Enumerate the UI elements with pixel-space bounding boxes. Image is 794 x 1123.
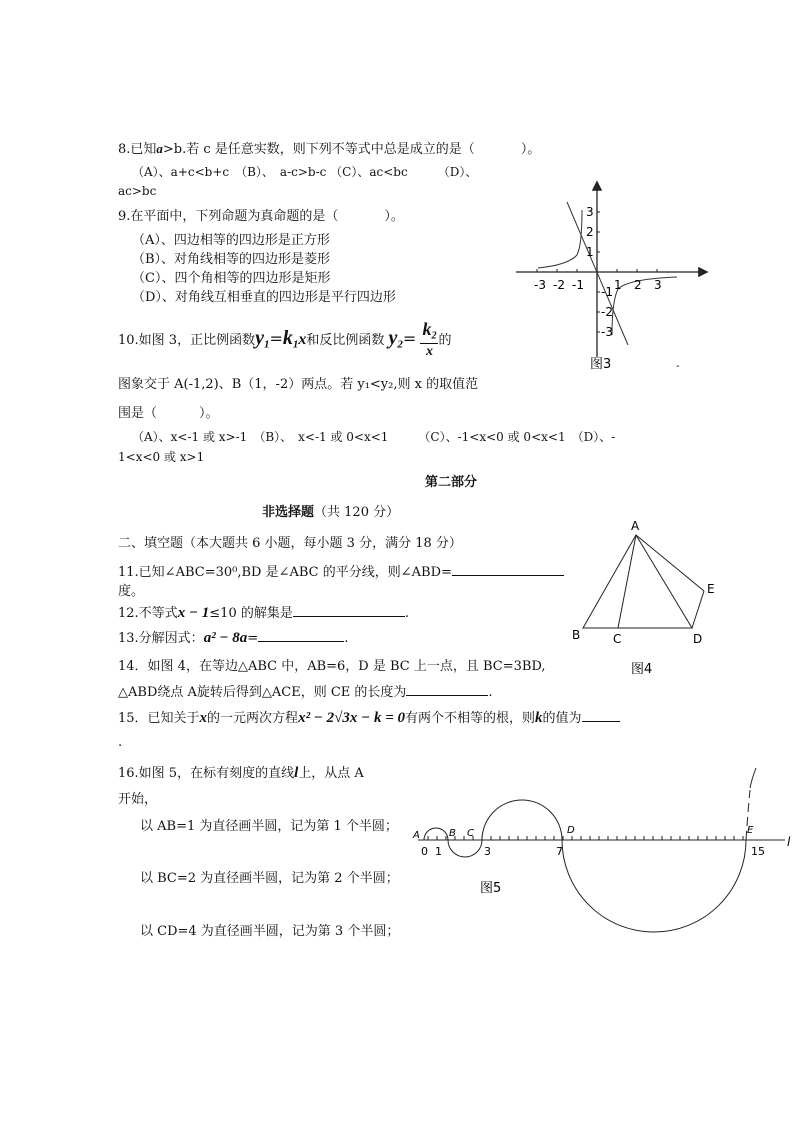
q16-line2: 开始， <box>118 792 158 807</box>
q16-item-2: 以 BC=2 为直径画半圆，记为第 2 个半圆； <box>140 871 399 886</box>
figure-3-caption: 图3 <box>590 357 612 372</box>
q15: 15．已知关于x的一元两次方程x² − 2√3x − k = 0有两个不相等的根，则k的值为 <box>118 707 620 727</box>
q9-option-d: （D）、对角线互相垂直的四边形是平行四边形 <box>132 290 396 305</box>
y-tick-1: 1 <box>586 245 594 259</box>
y-tick-2: 2 <box>586 225 594 239</box>
q10-line3: 围是（ ）。 <box>118 406 219 421</box>
segment-ae <box>636 535 704 591</box>
segment-ed <box>692 591 704 628</box>
point-d-label: D <box>693 632 703 646</box>
k2-over-x-fraction: $\frac{k_2}{x}$ <box>422 318 437 360</box>
q13-answer-blank[interactable] <box>258 629 344 642</box>
point-e-label: E <box>747 825 754 836</box>
point-b-label: B <box>572 628 581 642</box>
q9-stem: 9.在平面中，下列命题为真命题的是（ ）。 <box>118 209 404 224</box>
x-tick-neg3: -3 <box>534 278 546 292</box>
q12-answer-blank[interactable] <box>293 604 405 617</box>
q11-line2: 度。 <box>118 584 145 599</box>
q14-line2: △ABD绕点 A旋转后得到△ACE，则 CE 的长度为 . <box>118 685 493 700</box>
figure-4-triangle <box>565 515 725 680</box>
point-a-label: A <box>631 519 640 533</box>
tick-0: 0 <box>421 845 428 858</box>
x-tick-2: 2 <box>634 278 642 292</box>
point-e-label: E <box>707 582 715 596</box>
hyperbola-branch-left <box>538 210 582 268</box>
point-d-label: D <box>567 825 575 836</box>
tick-15: 15 <box>751 845 765 858</box>
q13: 13.分解因式：a² − 8a= . <box>118 630 349 646</box>
q15-cont: . <box>118 735 123 750</box>
q14-line1: 14．如图 4，在等边△ABC 中，AB=6，D 是 BC 上一点，且 BC=3BD, <box>118 659 546 674</box>
tick-1: 1 <box>435 845 442 858</box>
semicircle-2 <box>448 840 482 857</box>
q10-options-cont: 1<x<0 或 x>1 <box>118 450 205 464</box>
q16-line1: 16.如图 5，在标有刻度的直线l上，从点 A <box>118 765 364 781</box>
tick-7: 7 <box>556 845 563 858</box>
q14-answer-blank[interactable] <box>406 683 488 696</box>
figure-4-caption: 图4 <box>631 662 653 677</box>
q10-line2: 图象交于 A(-1,2)、B（1，-2）两点。若 y₁<y₂,则 x 的取值范 <box>118 377 479 392</box>
point-b-label: B <box>449 828 456 839</box>
q8-options: （A）、a+c<b+c （B）、 a-c>b-c （C）、ac<bc （D）、 <box>132 165 478 179</box>
y-tick-neg2: -2 <box>601 305 613 319</box>
q15-answer-blank[interactable] <box>582 709 620 722</box>
semicircle-5-tail <box>750 768 756 788</box>
point-c-label: C <box>467 828 474 839</box>
q9-option-c: （C）、四个角相等的四边形是矩形 <box>132 271 331 286</box>
line-l-label: l <box>787 835 791 849</box>
tick-3: 3 <box>484 845 491 858</box>
y-tick-neg3: -3 <box>601 325 613 339</box>
part2-subtitle: 非选择题（共 120 分） <box>262 505 400 520</box>
q9-option-a: （A）、四边相等的四边形是正方形 <box>132 233 330 248</box>
x-tick-1: 1 <box>614 278 622 292</box>
point-a-label: A <box>413 830 420 841</box>
q10-stem: 10.如图 3，正比例函数$y_1=k_1x$和反比例函数 $y_2=$ $\frac{k_2}{x}$ 的 <box>118 318 452 360</box>
q11-line1: 11.已知∠ABC=30⁰,BD 是∠ABC 的平分线，则∠ABD= <box>118 561 564 580</box>
q8-options-cont: ac>bc <box>118 184 157 198</box>
segment-ac <box>618 535 636 628</box>
figure-3-graph <box>510 175 720 375</box>
hyperbola-branch-right <box>612 277 677 335</box>
q9-option-b: （B）、对角线相等的四边形是菱形 <box>132 252 331 267</box>
q16-item-1: 以 AB=1 为直径画半圆，记为第 1 个半圆； <box>140 819 398 834</box>
figure-5-caption: 图5 <box>480 881 502 896</box>
semicircle-4 <box>562 840 746 932</box>
x-tick-neg1: -1 <box>572 278 584 292</box>
q8-stem: 8.已知a>b.若 c 是任意实数，则下列不等式中总是成立的是（ ）。 <box>118 141 541 157</box>
x-tick-3: 3 <box>654 278 662 292</box>
semicircle-3 <box>482 800 562 840</box>
part2-title: 第二部分 <box>425 475 478 490</box>
y-tick-3: 3 <box>586 205 594 219</box>
q12: 12.不等式x − 1≤10 的解集是 . <box>118 605 409 621</box>
q10-options: （A）、x<-1 或 x>-1 （B）、 x<-1 或 0<x<1 （C）、-1<x<0 或 0<x<1 （D）、- <box>132 430 616 444</box>
y-tick-neg1: -1 <box>601 285 613 299</box>
x-tick-neg2: -2 <box>553 278 565 292</box>
q16-item-3: 以 CD=4 为直径画半圆，记为第 3 个半圆； <box>140 924 400 939</box>
point-c-label: C <box>613 632 622 646</box>
q11-answer-blank[interactable] <box>452 563 564 576</box>
figure-5-semicircles <box>410 760 794 940</box>
figure-3-mark: - <box>676 361 680 372</box>
section2-heading: 二、填空题（本大题共 6 小题，每小题 3 分，满分 18 分） <box>118 536 462 551</box>
triangle-abc <box>583 535 692 628</box>
